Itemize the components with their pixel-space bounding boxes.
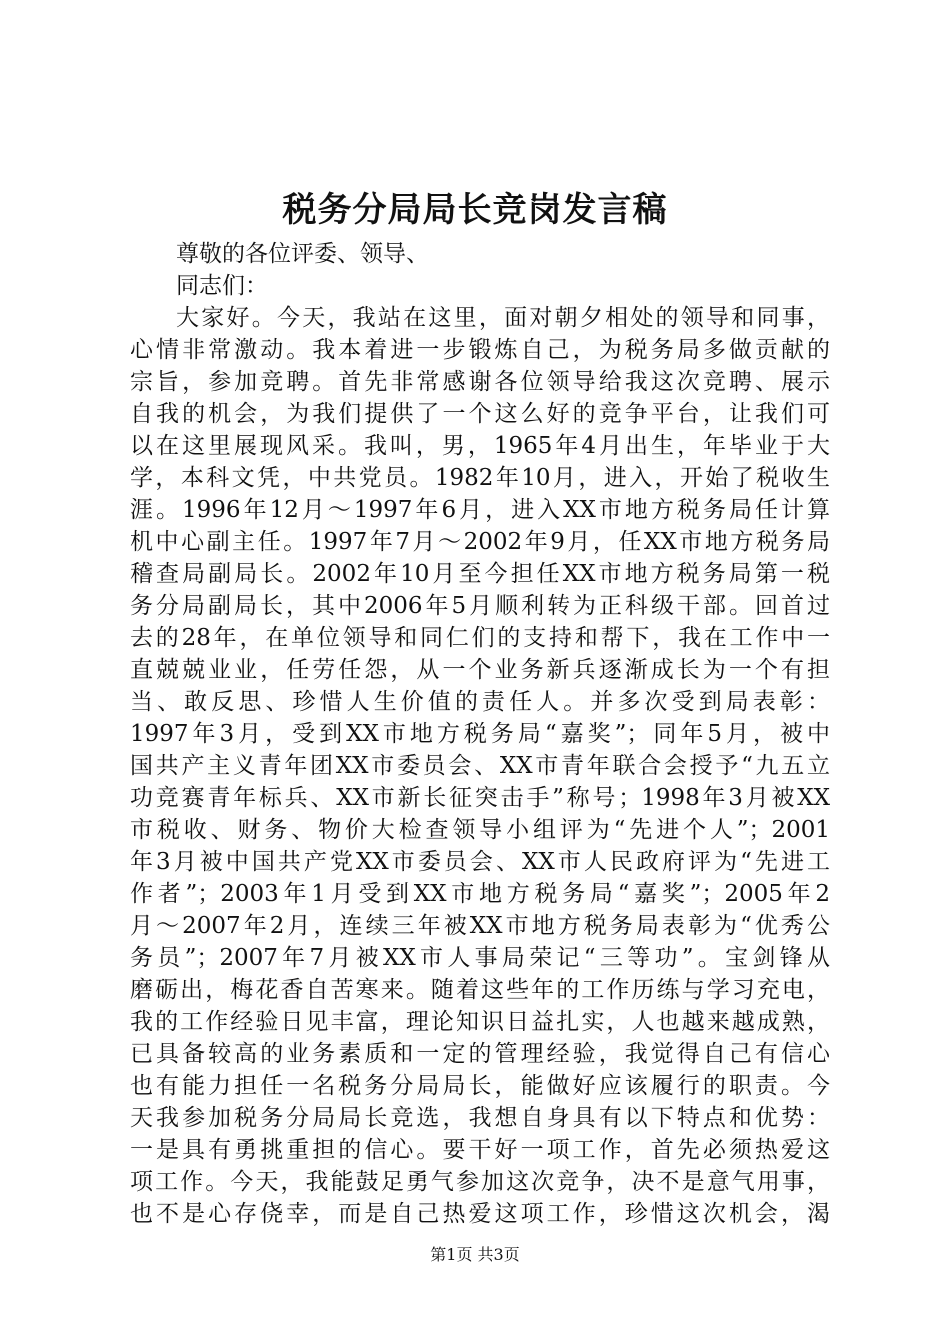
paragraph-line: 已具备较高的业务素质和一定的管理经验，我觉得自己有信心 [130,1041,830,1067]
salutation-line: 同志们： [176,273,268,299]
paragraph-line: 务分局副局长，其中2006年5月顺利转为正科级干部。回首过 [130,593,830,619]
paragraph-line: 学，本科文凭，中共党员。1982年10月，进入，开始了税收生 [130,465,830,491]
paragraph-line: 项工作。今天，我能鼓足勇气参加这次竞争，决不是意气用事， [130,1169,830,1195]
paragraph-line: 磨砺出，梅花香自苦寒来。随着这些年的工作历练与学习充电， [130,977,830,1003]
document-title: 税务分局局长竞岗发言稿 [282,190,668,230]
paragraph-line: 大家好。今天，我站在这里，面对朝夕相处的领导和同事， [176,305,830,331]
paragraph-line: 一是具有勇挑重担的信心。要干好一项工作，首先必须热爱这 [130,1137,830,1163]
paragraph-line: 当、敢反思、珍惜人生价值的责任人。并多次受到局表彰： [130,689,830,715]
paragraph-line: 心情非常激动。我本着进一步锻炼自己，为税务局多做贡献的 [130,337,830,363]
paragraph-line: 去的28年，在单位领导和同仁们的支持和帮下，我在工作中一 [130,625,830,651]
paragraph-line: 宗旨，参加竞聘。首先非常感谢各位领导给我这次竞聘、展示 [130,369,830,395]
paragraph-line: 直兢兢业业，任劳任怨，从一个业务新兵逐渐成长为一个有担 [130,657,830,683]
page-number-footer: 第1页 共3页 [430,1245,520,1264]
salutation-line: 尊敬的各位评委、领导、 [176,241,429,267]
paragraph-line: 机中心副主任。1997年7月～2002年9月，任XX市地方税务局 [130,529,830,555]
paragraph-line: 自我的机会，为我们提供了一个这么好的竞争平台，让我们可 [130,401,830,427]
paragraph-line: 以在这里展现风采。我叫，男，1965年4月出生，年毕业于大 [130,433,830,459]
paragraph-line: 作者”；2003年1月受到XX市地方税务局“嘉奖”；2005年2 [130,881,830,907]
paragraph-line: 年3月被中国共产党XX市委员会、XX市人民政府评为“先进工 [130,849,830,875]
paragraph-line: 1997年3月，受到XX市地方税务局“嘉奖”；同年5月，被中 [130,721,830,747]
paragraph-line: 也不是心存侥幸，而是自己热爱这项工作，珍惜这次机会，渴 [130,1201,830,1227]
paragraph-line: 涯。1996年12月～1997年6月，进入XX市地方税务局任计算 [130,497,830,523]
paragraph-line: 也有能力担任一名税务分局局长，能做好应该履行的职责。今 [130,1073,830,1099]
paragraph-line: 月～2007年2月，连续三年被XX市地方税务局表彰为“优秀公 [130,913,830,939]
paragraph-line: 国共产主义青年团XX市委员会、XX市青年联合会授予“九五立 [130,753,830,779]
paragraph-line: 天我参加税务分局局长竞选，我想自身具有以下特点和优势： [130,1105,830,1131]
paragraph-line: 市税收、财务、物价大检查领导小组评为“先进个人”；2001 [130,817,830,843]
paragraph-line: 我的工作经验日见丰富，理论知识日益扎实，人也越来越成熟， [130,1009,830,1035]
paragraph-line: 功竞赛青年标兵、XX市新长征突击手”称号；1998年3月被XX [130,785,830,811]
paragraph-line: 稽查局副局长。2002年10月至今担任XX市地方税务局第一税 [130,561,830,587]
paragraph-line: 务员”；2007年7月被XX市人事局荣记“三等功”。宝剑锋从 [130,945,830,971]
document-body [130,238,830,1230]
